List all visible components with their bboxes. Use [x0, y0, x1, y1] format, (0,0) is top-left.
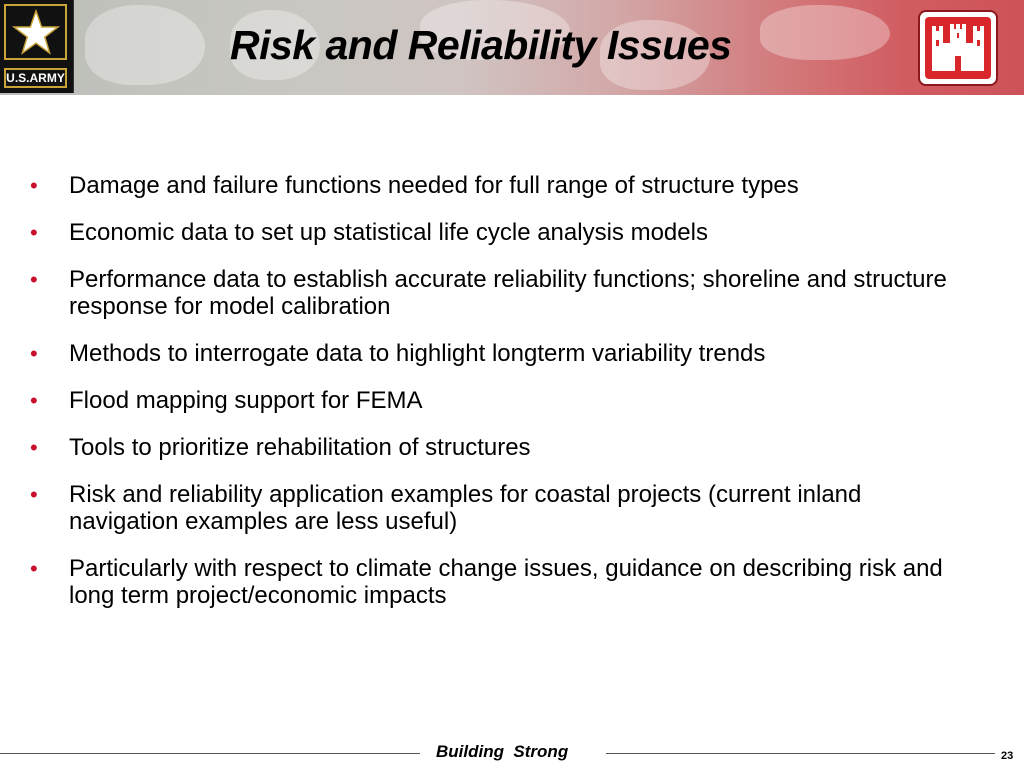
list-item: [30, 555, 970, 609]
bullet-marker: •: [30, 556, 38, 581]
army-logo-text: U.S.ARMY: [4, 68, 67, 88]
slide-header: [0, 0, 1024, 95]
bullet-text: Performance data to establish accurate reliability functions; shoreline and structure response for model calibration: [69, 266, 947, 320]
list-item: [30, 387, 970, 414]
list-item: [30, 481, 970, 535]
list-item: [30, 219, 970, 246]
us-army-logo: [0, 0, 74, 93]
bullet-text: Risk and reliability application examples for coastal projects (current inland navigation examples are less useful): [69, 481, 862, 535]
bullet-text: Methods to interrogate data to highlight longterm variability trends: [69, 340, 766, 367]
usace-castle-logo: [918, 10, 998, 86]
list-item: [30, 266, 970, 320]
list-item: [30, 434, 970, 461]
list-item: [30, 172, 970, 199]
world-map-background: [85, 5, 205, 85]
bullet-marker: •: [30, 435, 38, 460]
page-number: 23: [1001, 750, 1014, 762]
footer-divider-left: [0, 753, 420, 754]
bullet-list: [30, 172, 970, 629]
bullet-text: Flood mapping support for FEMA: [69, 387, 423, 414]
bullet-marker: •: [30, 267, 38, 292]
bullet-marker: •: [30, 482, 38, 507]
star-icon: [12, 9, 60, 55]
bullet-marker: •: [30, 388, 38, 413]
bullet-marker: •: [30, 341, 38, 366]
bullet-text: Damage and failure functions needed for full range of structure types: [69, 172, 799, 199]
footer-divider-right: [606, 753, 995, 754]
bullet-text: Particularly with respect to climate change issues, guidance on describing risk and long term project/economic impacts: [69, 555, 943, 609]
bullet-text: Tools to prioritize rehabilitation of structures: [69, 434, 531, 461]
slide-title: Risk and Reliability Issues: [230, 22, 732, 68]
castle-icon: [930, 22, 986, 74]
bullet-text: Economic data to set up statistical life cycle analysis models: [69, 219, 708, 246]
bullet-marker: •: [30, 173, 38, 198]
list-item: [30, 340, 970, 367]
bullet-marker: •: [30, 220, 38, 245]
world-map-shape: [760, 5, 890, 60]
footer-tagline: Building Strong: [436, 742, 569, 761]
